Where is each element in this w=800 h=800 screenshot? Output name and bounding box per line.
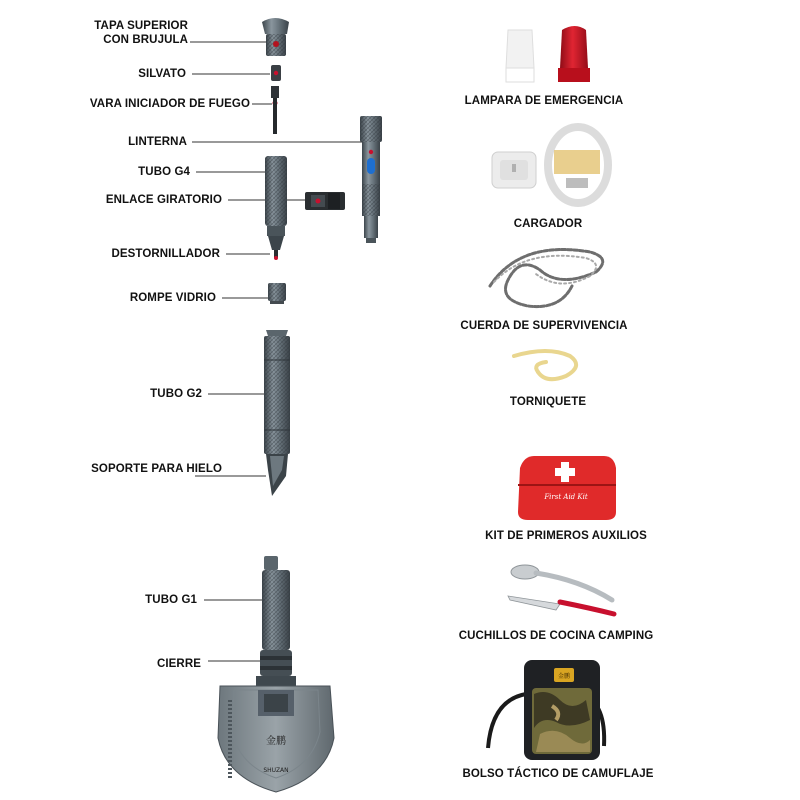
label-lock-ring: CIERRE xyxy=(156,658,201,670)
compass-cap-icon xyxy=(262,18,289,56)
label-compass-cap-line2: CON BRUJULA xyxy=(103,34,188,46)
shovel-blade-icon xyxy=(218,676,334,792)
label-compass-cap xyxy=(60,19,188,47)
shovel-logo-text: SHUZAN xyxy=(263,767,289,774)
label-first-aid-kit: KIT DE PRIMEROS AUXILIOS xyxy=(485,530,647,542)
label-swivel-link: ENLACE GIRATORIO xyxy=(105,194,222,206)
label-charger: CARGADOR xyxy=(513,218,583,230)
first-aid-kit-icon xyxy=(518,456,616,520)
screwdriver-icon xyxy=(268,236,284,260)
bag-badge-text: 金鹏 xyxy=(557,673,571,680)
label-whistle: SILVATO xyxy=(138,68,186,80)
label-tube-g2: TUBO G2 xyxy=(150,388,202,400)
label-ice-pick: SOPORTE PARA HIELO xyxy=(91,463,222,475)
flashlight-icon xyxy=(360,116,382,243)
glass-breaker-icon xyxy=(268,283,286,304)
label-camping-cutlery: CUCHILLOS DE COCINA CAMPING xyxy=(458,630,654,642)
camouflage-bag-icon xyxy=(488,660,604,760)
label-camouflage-bag: BOLSO TÁCTICO DE CAMUFLAJE xyxy=(462,768,654,780)
fire-starter-rod-icon xyxy=(271,86,279,134)
label-glass-breaker: ROMPE VIDRIO xyxy=(129,292,216,304)
label-tube-g4: TUBO G4 xyxy=(138,166,190,178)
label-compass-cap-line1: TAPA SUPERIOR xyxy=(94,20,188,32)
label-tube-g1: TUBO G1 xyxy=(145,594,197,606)
survival-rope-icon xyxy=(490,250,603,307)
label-tourniquet: TORNIQUETE xyxy=(509,396,587,408)
label-survival-rope: CUERDA DE SUPERVIVENCIA xyxy=(460,320,628,332)
whistle-icon xyxy=(271,65,281,81)
label-emergency-lamp: LAMPARA DE EMERGENCIA xyxy=(464,95,624,107)
lock-ring-icon xyxy=(260,650,292,676)
tube-g2-icon xyxy=(264,330,290,454)
swivel-link-icon xyxy=(305,192,345,210)
tourniquet-icon xyxy=(514,351,576,379)
label-screwdriver: DESTORNILLADOR xyxy=(111,248,220,260)
shovel-brand-text: 金鹏 xyxy=(266,736,286,747)
ice-pick-icon xyxy=(266,454,288,496)
label-flashlight: LINTERNA xyxy=(128,136,187,148)
first-aid-kit-text: First Aid Kit xyxy=(544,493,588,501)
camping-cutlery-icon xyxy=(508,565,614,614)
tube-g1-icon xyxy=(262,556,290,650)
emergency-lamp-icon xyxy=(506,26,590,82)
charger-icon xyxy=(492,127,608,203)
label-fire-starter: VARA INICIADOR DE FUEGO xyxy=(89,98,250,110)
tube-g4-icon xyxy=(265,156,287,236)
